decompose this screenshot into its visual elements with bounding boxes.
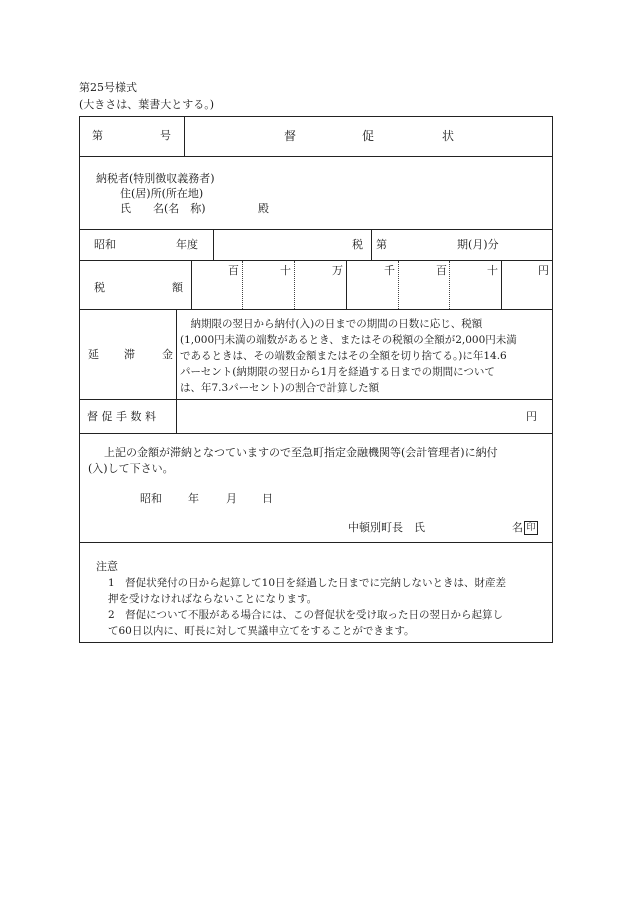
unit-hyaku-man: 百: [228, 264, 239, 277]
note-item: 1 督促状発付の日から起算して10日を経過した日までに完納しないときは、財産差: [108, 577, 507, 589]
notice-text-line: 上記の金額が滞納となつていますので至急町指定金融機関等(会計管理者)に納付: [104, 446, 498, 459]
delinquency-text-line: パーセント(納期限の翌日から1月を経過する日までの期間について: [180, 366, 495, 378]
period-dai: 第: [376, 238, 387, 251]
fee-row: [80, 400, 552, 434]
divider: [176, 400, 177, 433]
digit-divider: [242, 261, 243, 309]
demand-notice-form: [79, 116, 553, 643]
unit-sen: 千: [384, 264, 395, 277]
note-item: て60日以内に、町長に対して異議申立てをすることができます。: [108, 625, 415, 637]
tax-amount-label-2: 額: [172, 281, 183, 294]
size-note: (大きさは、葉書大とする。): [79, 98, 215, 111]
delinquency-label-2: 滞: [124, 348, 135, 361]
unit-man: 万: [332, 264, 343, 277]
title-char-2: 促: [362, 129, 375, 143]
unit-juu-man: 十: [280, 264, 291, 277]
issuer-seal: [512, 521, 538, 535]
divider: [371, 230, 372, 260]
notice-row: [80, 434, 552, 543]
date-day: 日: [262, 492, 273, 505]
tax-label: 税: [352, 238, 363, 251]
delinquency-label-3: 金: [162, 348, 173, 361]
divider: [501, 261, 502, 309]
tax-amount-label-1: 税: [94, 281, 105, 294]
nendo-label: 年度: [176, 238, 198, 251]
fiscal-year-row: [80, 230, 552, 261]
honorific: 殿: [258, 202, 269, 215]
fee-label: 督 促 手 数 料: [87, 410, 156, 423]
address-label: 住(居)所(所在地): [120, 187, 204, 200]
number-dai: 第: [92, 129, 103, 142]
divider: [213, 230, 214, 260]
digit-divider: [398, 261, 399, 309]
era-label: 昭和: [94, 238, 116, 251]
tax-amount-row: [80, 261, 552, 310]
taxpayer-row: [80, 157, 552, 230]
unit-hyaku: 百: [436, 264, 447, 277]
note-item: 2 督促について不服がある場合には、この督促状を受け取った日の翌日から起算し: [108, 609, 503, 621]
title-char-3: 状: [442, 129, 455, 143]
delinquency-text-line: (1,000円未満の端数があるとき、またはその税額の全額が2,000円未満: [180, 334, 517, 346]
divider: [191, 261, 192, 309]
divider: [184, 117, 185, 156]
delinquency-text-line: は、年7.3パーセント)の割合で計算した額: [180, 382, 380, 394]
number-title-row: [80, 117, 552, 157]
notes-list: [96, 575, 552, 639]
form-number: 第25号様式: [79, 81, 137, 94]
number-go: 号: [160, 129, 171, 142]
notice-text: [88, 445, 550, 477]
unit-juu: 十: [487, 264, 498, 277]
taxpayer-label: 納税者(特別徴収義務者): [96, 172, 215, 185]
delinquency-text-line: 納期限の翌日から納付(入)の日までの期間の日数に応じ、税額: [180, 318, 483, 330]
name-label: 氏 名(名 称): [120, 202, 206, 215]
date-month: 月: [226, 492, 237, 505]
period-label: 期(月)分: [457, 238, 499, 251]
delinquency-text: [180, 316, 550, 396]
note-item: 押を受けなければならないことになります。: [108, 593, 318, 605]
delinquency-text-line: であるときは、その端数金額またはその全額を切り捨てる。)に年14.6: [180, 350, 507, 362]
date-era: 昭和: [140, 492, 162, 505]
fee-unit: 円: [526, 410, 537, 423]
date-year: 年: [188, 492, 199, 505]
notes-row: [80, 543, 552, 642]
seal-icon: 印: [524, 521, 538, 535]
issuer-name: 中頓別町長 氏: [348, 521, 425, 534]
divider: [176, 310, 177, 399]
unit-yen: 円: [538, 264, 549, 277]
notice-text-line: (入)して下さい。: [88, 462, 174, 475]
digit-divider: [294, 261, 295, 309]
title-char-1: 督: [284, 129, 297, 143]
divider: [346, 261, 347, 309]
notes-title: 注意: [96, 560, 118, 573]
delinquency-row: [80, 310, 552, 400]
digit-divider: [449, 261, 450, 309]
delinquency-label-1: 延: [88, 348, 99, 361]
seal-name: 名: [512, 521, 523, 534]
